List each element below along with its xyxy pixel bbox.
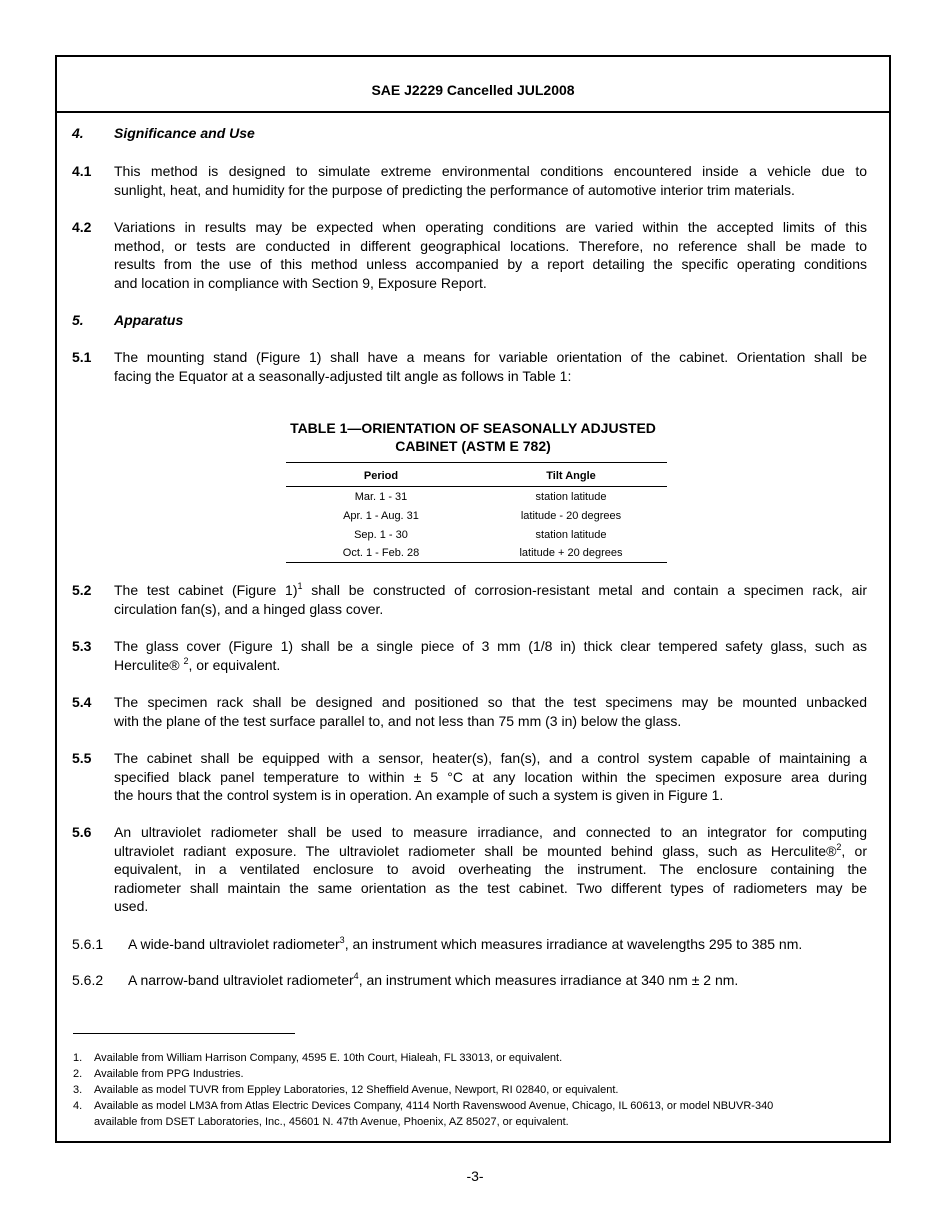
footnote-text: Available from PPG Industries. — [94, 1068, 244, 1080]
footnote — [73, 1066, 244, 1082]
para-5-6-2 — [128, 972, 738, 988]
footnote — [73, 1098, 773, 1114]
footnote-continuation: available from DSET Laboratories, Inc., 45601 N. 47th Avenue, Phoenix, AZ 85027, or equivalent. — [94, 1116, 569, 1128]
para-line: facing the Equator at a seasonally-adjusted tilt angle as follows in Table 1: — [114, 367, 572, 384]
para-line — [114, 656, 867, 675]
section-4-number: 4. — [72, 125, 84, 141]
text-run: Herculite® — [114, 656, 184, 673]
para-line: An ultraviolet radiometer shall be used to measure irradiance, and connected to an integrator for computing — [114, 824, 867, 840]
footnote-ref: 1 — [297, 581, 303, 591]
para-line: the hours that the control system is in operation. An example of such a system is given in Figure 1. — [114, 787, 724, 804]
table-cell-tilt: station latitude — [535, 491, 607, 503]
para-line — [114, 842, 867, 861]
para-line: results from the use of this method unless accompanied by a report detailing the specific operating conditions — [114, 256, 867, 273]
para-5-4-number: 5.4 — [72, 694, 92, 710]
para-line — [114, 581, 867, 600]
footnote — [73, 1050, 562, 1066]
para-line: method, or tests are conducted in different geographical locations. Therefore, no reference shall be made to — [114, 237, 867, 254]
footnote-ref: 4 — [353, 971, 359, 981]
para-line: radiometer shall maintain the same orientation as the test cabinet. Two different types of radiometers may be — [114, 879, 867, 896]
para-5-5 — [114, 749, 867, 805]
section-4-title: Significance and Use — [114, 125, 255, 141]
footnote-text: Available from William Harrison Company, 4595 E. 10th Court, Hialeah, FL 33013, or equivalent. — [94, 1052, 563, 1064]
para-line: used. — [114, 898, 149, 915]
table-cell-period: Sep. 1 - 30 — [354, 529, 408, 541]
table-header-rule — [286, 486, 667, 487]
para-line: with the plane of the test surface parallel to, and not less than 75 mm (3 in) below the glass. — [114, 712, 682, 729]
para-5-6 — [114, 823, 867, 916]
text-run: , or equivalent. — [188, 656, 281, 673]
para-line: This method is designed to simulate extreme environmental conditions encountered inside a vehicle due to — [114, 163, 867, 179]
para-4-2 — [114, 218, 867, 292]
para-4-1 — [114, 162, 867, 199]
table-cell-period: Apr. 1 - Aug. 31 — [343, 510, 419, 522]
para-line: The mounting stand (Figure 1) shall have a means for variable orientation of the cabinet. Orientation shall be — [114, 349, 867, 365]
para-5-6-2-number: 5.6.2 — [72, 972, 104, 988]
table-cell-tilt: latitude - 20 degrees — [520, 510, 622, 522]
footnote — [73, 1082, 618, 1098]
text-run: , an instrument which measures irradiance at 340 nm ± 2 nm. — [358, 972, 739, 988]
table-top-rule — [286, 462, 667, 463]
footnote-ref: 2 — [836, 841, 842, 852]
table-cell-tilt: latitude + 20 degrees — [519, 547, 623, 559]
footnote-separator — [73, 1033, 295, 1034]
text-run: ultraviolet radiant exposure. The ultraviolet radiometer shall be mounted behind glass, such as Herculite® — [114, 842, 837, 859]
para-line: equivalent, in a ventilated enclosure to avoid overheating the instrument. The enclosure containing the — [114, 861, 867, 878]
para-5-5-number: 5.5 — [72, 750, 92, 766]
para-5-1 — [114, 348, 867, 385]
document-title: SAE J2229 Cancelled JUL2008 — [371, 82, 575, 98]
table-title-line: TABLE 1—ORIENTATION OF SEASONALLY ADJUSTED — [290, 420, 656, 436]
para-5-2-number: 5.2 — [72, 582, 92, 598]
para-line: specified black panel temperature to within ± 5 °C at any location within the specimen exposure area during — [114, 768, 867, 785]
text-run: , or — [841, 842, 867, 859]
para-line: sunlight, heat, and humidity for the purpose of predicting the performance of automotive interior trim materials. — [114, 181, 795, 198]
para-line: The cabinet shall be equipped with a sensor, heater(s), fan(s), and a control system capable of maintaining a — [114, 750, 867, 766]
footnote-number: 4. — [73, 1100, 83, 1112]
table-header-tilt-angle: Tilt Angle — [546, 470, 596, 482]
footnote-text: Available as model TUVR from Eppley Laboratories, 12 Sheffield Avenue, Newport, RI 02840, or equivalent. — [94, 1084, 619, 1096]
para-4-2-number: 4.2 — [72, 219, 92, 235]
footnote-number: 3. — [73, 1084, 83, 1096]
footnote-number: 1. — [73, 1052, 83, 1064]
para-5-4 — [114, 693, 867, 730]
text-run: The test cabinet (Figure 1) — [114, 582, 298, 598]
para-5-3-number: 5.3 — [72, 638, 92, 654]
text-run: A narrow-band ultraviolet radiometer — [128, 972, 354, 988]
footnote-ref: 3 — [339, 935, 345, 945]
para-line: circulation fan(s), and a hinged glass cover. — [114, 600, 384, 617]
footnote-number: 2. — [73, 1068, 83, 1080]
text-run: A wide-band ultraviolet radiometer — [128, 936, 340, 952]
para-4-1-number: 4.1 — [72, 163, 92, 179]
para-line: and location in compliance with Section 9, Exposure Report. — [114, 274, 487, 291]
para-line: The glass cover (Figure 1) shall be a single piece of 3 mm (1/8 in) thick clear tempered safety glass, such as — [114, 638, 867, 654]
page-frame — [55, 55, 891, 1143]
section-5-number: 5. — [72, 312, 84, 328]
text-run: shall be constructed of corrosion-resistant metal and contain a specimen rack, air — [302, 582, 868, 598]
text-run: , an instrument which measures irradiance at wavelengths 295 to 385 nm. — [344, 936, 803, 952]
table-cell-period: Mar. 1 - 31 — [354, 491, 408, 503]
page-number: -3- — [466, 1168, 484, 1184]
table-title-line: CABINET (ASTM E 782) — [395, 438, 551, 454]
table-cell-tilt: station latitude — [535, 529, 607, 541]
para-5-6-1-number: 5.6.1 — [72, 936, 104, 952]
para-5-3 — [114, 637, 867, 674]
para-5-6-1 — [128, 936, 802, 952]
footnote-ref: 2 — [183, 655, 189, 666]
para-5-1-number: 5.1 — [72, 349, 92, 365]
footnote-text: Available as model LM3A from Atlas Electric Devices Company, 4114 North Ravenswood Avenue, Chicago, IL 60613, or model NBUVR-340 — [94, 1100, 774, 1112]
para-5-2 — [114, 581, 867, 618]
table-bottom-rule — [286, 562, 667, 563]
page-header — [57, 57, 889, 113]
para-line: Variations in results may be expected when operating conditions are varied within the accepted limits of this — [114, 219, 867, 235]
section-5-title: Apparatus — [114, 312, 184, 328]
table-1-title — [57, 419, 889, 455]
para-5-6-number: 5.6 — [72, 824, 92, 840]
table-header-period: Period — [363, 470, 399, 482]
para-line: The specimen rack shall be designed and positioned so that the test specimens may be mounted unbacked — [114, 694, 867, 710]
table-cell-period: Oct. 1 - Feb. 28 — [342, 547, 420, 559]
